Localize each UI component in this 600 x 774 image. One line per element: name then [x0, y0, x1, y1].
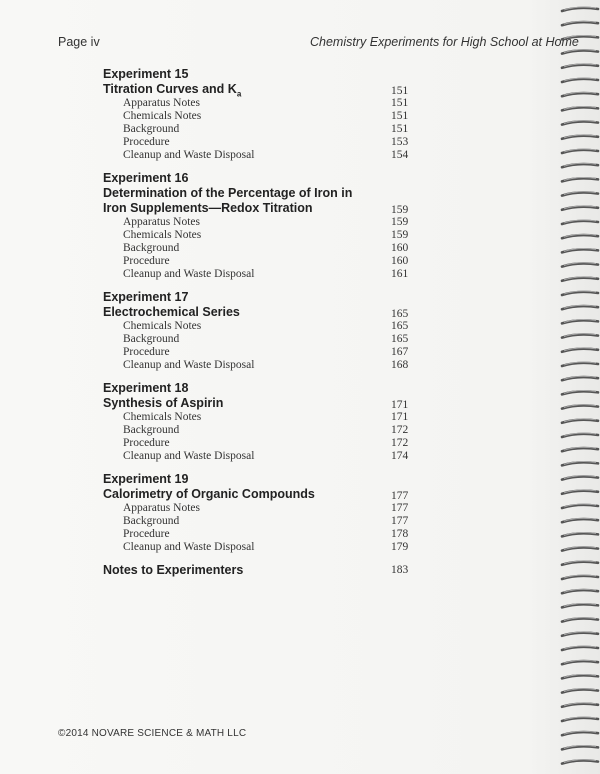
entry-label: Procedure: [123, 255, 170, 267]
page-ref: 172: [391, 437, 409, 449]
page-ref: 172: [391, 424, 409, 436]
toc-experiment-18: [103, 381, 413, 463]
entry-label: Chemicals Notes: [123, 320, 202, 332]
page-ref: 183: [391, 564, 409, 576]
toc-entry: [103, 528, 413, 541]
experiment-title-text: Iron Supplements—Redox Titration: [103, 201, 313, 215]
experiment-number: Experiment 18: [103, 381, 189, 395]
experiment-title-text: Calorimetry of Organic Compounds: [103, 487, 315, 501]
page-ref: 179: [391, 541, 409, 553]
copyright-footer: ©2014 NOVARE SCIENCE & MATH LLC: [58, 728, 247, 739]
toc-entry: [103, 123, 413, 136]
entry-label: Apparatus Notes: [123, 502, 200, 514]
toc-entry: [103, 333, 413, 346]
toc-entry: [103, 541, 413, 554]
page-ref: 160: [391, 255, 409, 267]
page-ref: 174: [391, 450, 409, 462]
toc-experiment-15: [103, 67, 413, 162]
page-ref: 159: [391, 216, 409, 228]
page-number-label: Page iv: [58, 35, 100, 49]
experiment-title: [103, 82, 413, 97]
toc-entry: [103, 424, 413, 437]
page-ref: 159: [391, 229, 409, 241]
page-ref: 177: [391, 515, 409, 527]
entry-label: Background: [123, 242, 180, 254]
notes-label: Notes to Experimenters: [103, 563, 244, 577]
page-ref: 177: [391, 502, 409, 514]
experiment-number: Experiment 19: [103, 472, 189, 486]
entry-label: Procedure: [123, 346, 170, 358]
toc-entry: [103, 359, 413, 372]
toc-entry: [103, 346, 413, 359]
page-ref: 151: [391, 97, 409, 109]
toc-entry: [103, 97, 413, 110]
entry-label: Cleanup and Waste Disposal: [123, 149, 255, 161]
page-ref: 171: [391, 399, 409, 411]
entry-label: Background: [123, 424, 180, 436]
experiment-title-text: Synthesis of Aspirin: [103, 396, 224, 410]
entry-label: Apparatus Notes: [123, 216, 200, 228]
toc-experiment-19: [103, 472, 413, 554]
entry-label: Cleanup and Waste Disposal: [123, 450, 255, 462]
toc-experiment-17: [103, 290, 413, 372]
toc-notes-entry: [103, 563, 413, 578]
toc-entry: [103, 411, 413, 424]
page-ref: 151: [391, 123, 409, 135]
experiment-title: [103, 487, 413, 502]
experiment-number: Experiment 16: [103, 171, 189, 185]
experiment-title-text: Electrochemical Series: [103, 305, 240, 319]
page-ref: 168: [391, 359, 409, 371]
entry-label: Procedure: [123, 528, 170, 540]
toc-entry: [103, 515, 413, 528]
page-ref: 165: [391, 308, 409, 320]
entry-label: Chemicals Notes: [123, 110, 202, 122]
entry-label: Background: [123, 123, 180, 135]
experiment-number: Experiment 15: [103, 67, 189, 81]
experiment-title: Determination of the Percentage of Iron in: [103, 186, 353, 200]
toc-entry: [103, 149, 413, 162]
spiral-binding-icon: [558, 0, 600, 774]
entry-label: Apparatus Notes: [123, 97, 200, 109]
page-ref: 154: [391, 149, 409, 161]
entry-label: Procedure: [123, 136, 170, 148]
page-ref: 151: [391, 85, 409, 97]
entry-label: Background: [123, 515, 180, 527]
toc-entry: [103, 502, 413, 515]
experiment-title: [103, 396, 413, 411]
page-ref: 178: [391, 528, 409, 540]
running-book-title: Chemistry Experiments for High School at Home: [310, 35, 579, 49]
toc-entry: [103, 437, 413, 450]
entry-label: Cleanup and Waste Disposal: [123, 541, 255, 553]
toc-experiment-16: [103, 171, 413, 281]
page-ref: 165: [391, 320, 409, 332]
page-ref: 167: [391, 346, 409, 358]
page-ref: 171: [391, 411, 409, 423]
table-of-contents: [103, 67, 413, 578]
entry-label: Background: [123, 333, 180, 345]
page-ref: 151: [391, 110, 409, 122]
experiment-title-text: Titration Curves and K: [103, 82, 237, 96]
page-ref: 159: [391, 204, 409, 216]
toc-entry: [103, 268, 413, 281]
page-ref: 177: [391, 490, 409, 502]
page-ref: 153: [391, 136, 409, 148]
experiment-number: Experiment 17: [103, 290, 189, 304]
toc-entry: [103, 136, 413, 149]
toc-entry: [103, 242, 413, 255]
page-ref: 161: [391, 268, 409, 280]
experiment-title: [103, 201, 413, 216]
entry-label: Cleanup and Waste Disposal: [123, 359, 255, 371]
toc-entry: [103, 450, 413, 463]
entry-label: Cleanup and Waste Disposal: [123, 268, 255, 280]
entry-label: Chemicals Notes: [123, 411, 202, 423]
entry-label: Chemicals Notes: [123, 229, 202, 241]
toc-entry: [103, 320, 413, 333]
toc-entry: [103, 110, 413, 123]
entry-label: Procedure: [123, 437, 170, 449]
page-ref: 160: [391, 242, 409, 254]
toc-entry: [103, 255, 413, 268]
title-subscript: a: [236, 89, 242, 99]
toc-entry: [103, 216, 413, 229]
toc-entry: [103, 229, 413, 242]
experiment-title: [103, 305, 413, 320]
page-ref: 165: [391, 333, 409, 345]
